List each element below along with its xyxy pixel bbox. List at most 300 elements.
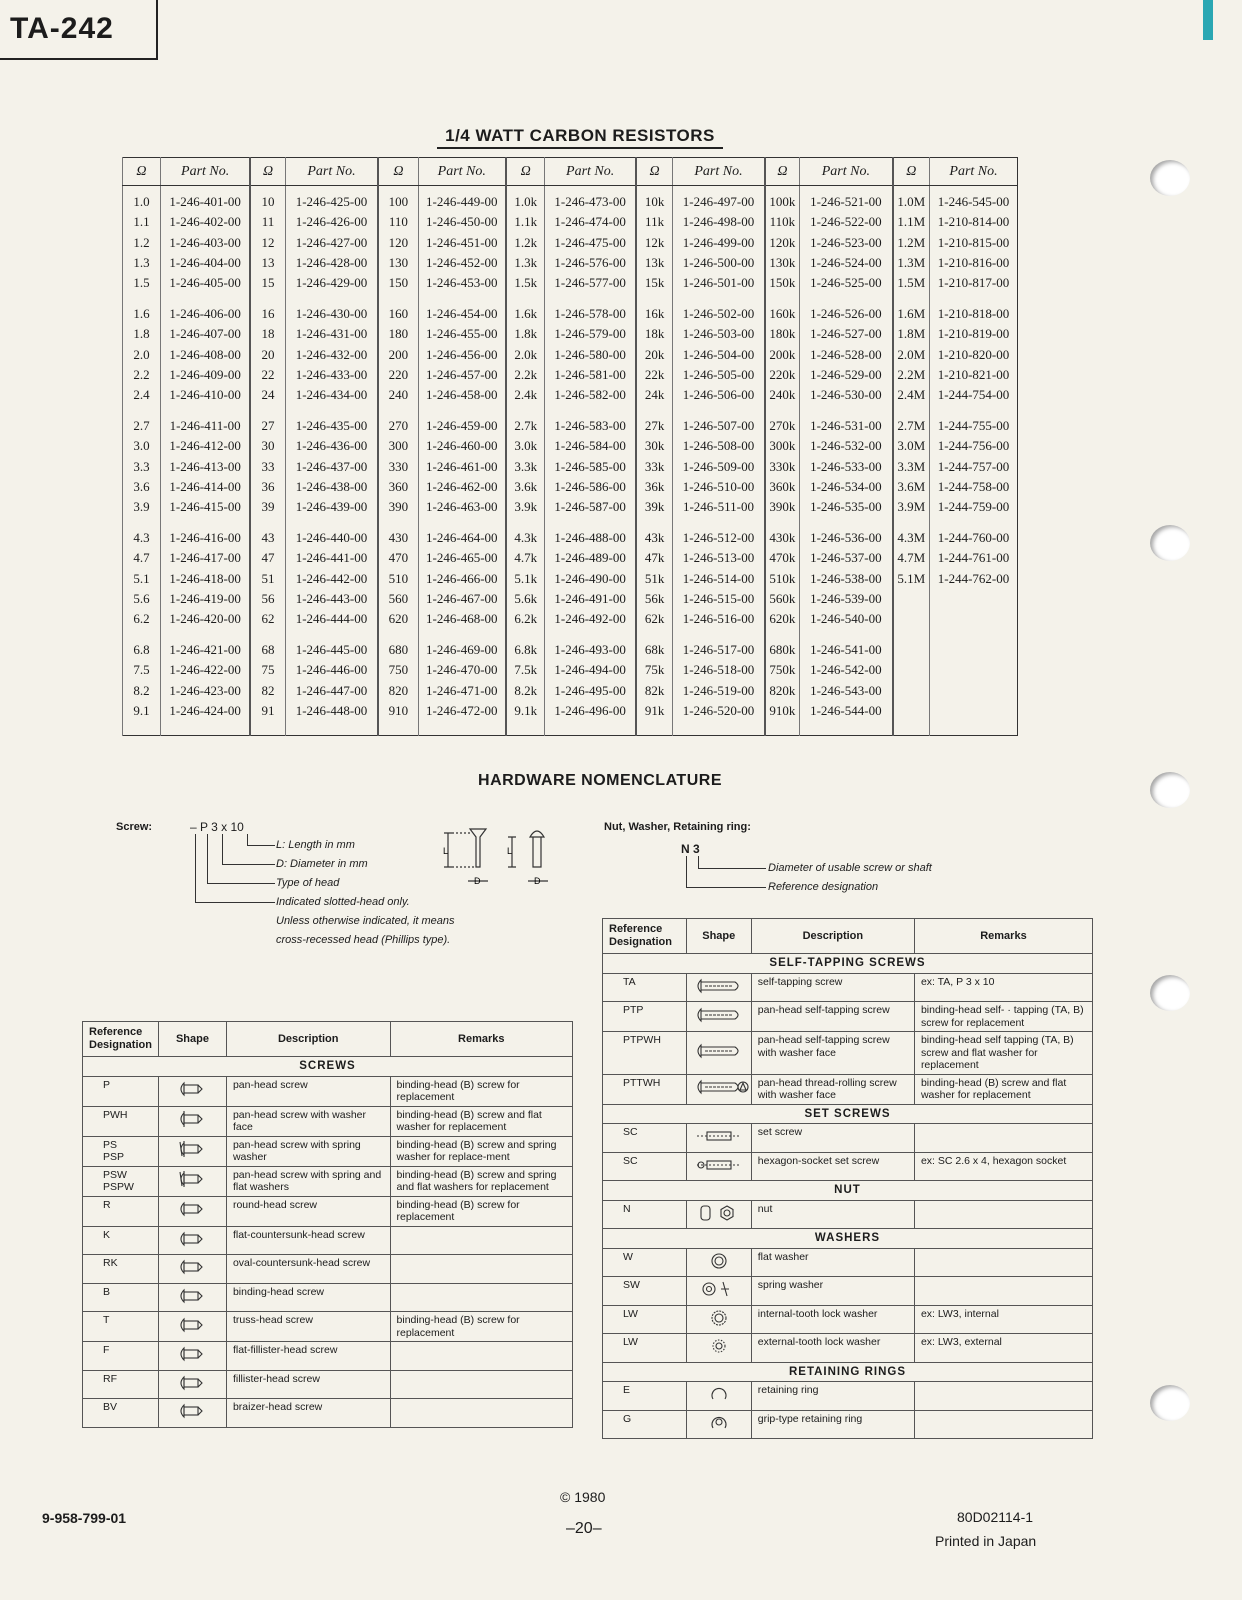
resistor-row [123, 701, 1018, 721]
part-number: 1-246-443-00 [285, 589, 378, 609]
resistance-value: 680 [378, 640, 418, 660]
resistance-value: 5.1k [506, 569, 545, 589]
spacer-cell [893, 405, 930, 416]
part-number: 1-246-434-00 [285, 385, 378, 405]
resistance-value: 270k [765, 416, 800, 436]
part-number: 1-246-458-00 [418, 385, 506, 405]
resistance-value: 3.0M [893, 436, 930, 456]
spacer-cell [123, 293, 161, 304]
description: external-tooth lock washer [751, 1334, 914, 1363]
part-number: 1-246-452-00 [418, 253, 506, 273]
remarks: binding-head self tapping (TA, B) screw and flat washer for replacement [914, 1032, 1092, 1075]
ohm-header: Ω [378, 158, 418, 186]
part-number: 1-246-508-00 [673, 436, 765, 456]
dim-d-label: D [534, 876, 541, 885]
part-number: 1-246-496-00 [545, 701, 636, 721]
spacer-cell [930, 629, 1018, 640]
part-number: 1-246-419-00 [160, 589, 250, 609]
resistance-value: 51 [250, 569, 285, 589]
spacer-cell [160, 293, 250, 304]
resistance-value: 1.1 [123, 212, 161, 232]
resistance-value [893, 609, 930, 629]
resistance-value: 22 [250, 365, 285, 385]
spacer-cell [418, 293, 506, 304]
part-number: 1-246-471-00 [418, 681, 506, 701]
resistor-row [123, 324, 1018, 344]
reference-designation: R [83, 1196, 159, 1226]
part-number: 1-246-413-00 [160, 457, 250, 477]
spacer-cell [673, 629, 765, 640]
part-number: 1-246-501-00 [673, 273, 765, 293]
resistance-value: 510 [378, 569, 418, 589]
reference-designation: RK [83, 1255, 159, 1284]
description: nut [751, 1200, 914, 1229]
remarks: binding-head (B) screw for replacement [390, 1196, 572, 1226]
part-number: 1-246-407-00 [160, 324, 250, 344]
part-number: 1-246-514-00 [673, 569, 765, 589]
resistance-value: 510k [765, 569, 800, 589]
remarks: binding-head self- · tapping (TA, B) screw for replacement [914, 1002, 1092, 1032]
flat-countersunk-screw-icon [162, 1240, 222, 1252]
doc-code: 80D02114-1 [957, 1509, 1034, 1525]
resistance-value: 560 [378, 589, 418, 609]
part-number: 1-246-446-00 [285, 660, 378, 680]
binder-hole [1150, 1385, 1190, 1421]
section-heading: WASHERS [603, 1229, 1093, 1249]
spacer-cell [378, 629, 418, 640]
part-number: 1-244-760-00 [930, 528, 1018, 548]
part-no-header: Part No. [930, 158, 1018, 186]
part-number: 1-246-429-00 [285, 273, 378, 293]
part-number: 1-246-408-00 [160, 345, 250, 365]
reference-designation: N [603, 1200, 687, 1229]
resistance-value: 560k [765, 589, 800, 609]
spacer-cell [673, 517, 765, 528]
part-number: 1-246-461-00 [418, 457, 506, 477]
reference-designation: PTPWH [603, 1032, 687, 1075]
part-number: 1-246-581-00 [545, 365, 636, 385]
spacer-cell [893, 629, 930, 640]
part-number: 1-210-815-00 [930, 233, 1018, 253]
remarks: ex: LW3, external [914, 1334, 1092, 1363]
resistance-value: 33k [636, 457, 673, 477]
remarks [390, 1283, 572, 1312]
spacer-cell [765, 629, 800, 640]
remarks: binding-head (B) screw and flat washer for replacement [390, 1106, 572, 1136]
part-number: 1-246-441-00 [285, 548, 378, 568]
resistance-value [893, 640, 930, 660]
shape-cell [686, 1410, 751, 1439]
part-number: 1-210-817-00 [930, 273, 1018, 293]
section-heading: NUT [603, 1181, 1093, 1201]
resistance-value: 1.2 [123, 233, 161, 253]
part-number: 1-246-531-00 [800, 416, 893, 436]
ohm-header: Ω [250, 158, 285, 186]
set-screw-icon [689, 1137, 749, 1149]
screw-example: – P 3 x 10 [190, 820, 244, 834]
resistor-row [123, 365, 1018, 385]
hardware-row [603, 1074, 1093, 1104]
resistance-value: 200k [765, 345, 800, 365]
resistance-value: 11 [250, 212, 285, 232]
part-number: 1-246-493-00 [545, 640, 636, 660]
hardware-row [603, 1124, 1093, 1153]
spacer-cell [800, 293, 893, 304]
resistance-value: 62k [636, 609, 673, 629]
binding-head-screw-icon [162, 1297, 222, 1309]
resistance-value: 150 [378, 273, 418, 293]
part-number: 1-246-469-00 [418, 640, 506, 660]
part-number: 1-246-402-00 [160, 212, 250, 232]
resistance-value: 5.6 [123, 589, 161, 609]
hardware-row [603, 1152, 1093, 1181]
part-number: 1-246-463-00 [418, 497, 506, 517]
resistance-value: 12 [250, 233, 285, 253]
part-number: 1-246-403-00 [160, 233, 250, 253]
resistor-row [123, 385, 1018, 405]
resistance-value: 3.3k [506, 457, 545, 477]
hardware-row [83, 1399, 573, 1428]
spacer-cell [418, 517, 506, 528]
resistance-value: 1.3 [123, 253, 161, 273]
part-number: 1-246-417-00 [160, 548, 250, 568]
spacer-cell [506, 405, 545, 416]
resistance-value: 3.6 [123, 477, 161, 497]
shape-cell [686, 1152, 751, 1181]
part-number: 1-246-533-00 [800, 457, 893, 477]
reference-designation: G [603, 1410, 687, 1439]
shape-cell [158, 1283, 226, 1312]
spacer-cell [636, 405, 673, 416]
part-number: 1-246-529-00 [800, 365, 893, 385]
resistance-value: 51k [636, 569, 673, 589]
shape-cell [686, 1200, 751, 1229]
resistor-row [123, 548, 1018, 568]
resistance-value: 110k [765, 212, 800, 232]
spacer-cell [893, 293, 930, 304]
part-number: 1-246-497-00 [673, 192, 765, 212]
spacer-cell [930, 721, 1018, 736]
spacer-cell [378, 405, 418, 416]
hardware-row [603, 1382, 1093, 1411]
part-number: 1-246-537-00 [800, 548, 893, 568]
resistance-value: 220k [765, 365, 800, 385]
spring-washer-screw-icon [162, 1150, 222, 1162]
part-number: 1-246-498-00 [673, 212, 765, 232]
part-number: 1-246-585-00 [545, 457, 636, 477]
part-number: 1-246-438-00 [285, 477, 378, 497]
screw-head-type-note: Type of head [276, 877, 340, 889]
spacer-cell [765, 721, 800, 736]
reference-designation: PSW PSPW [83, 1166, 159, 1196]
resistance-value: 820k [765, 681, 800, 701]
spacer-cell [285, 293, 378, 304]
nuts-washers-table [602, 918, 1093, 1439]
resistor-row [123, 457, 1018, 477]
remarks: ex: LW3, internal [914, 1305, 1092, 1334]
part-number: 1-246-586-00 [545, 477, 636, 497]
part-number: 1-246-544-00 [800, 701, 893, 721]
resistance-value: 820 [378, 681, 418, 701]
section-row [603, 1104, 1093, 1124]
resistance-value: 20 [250, 345, 285, 365]
section-row [603, 1229, 1093, 1249]
section-row [83, 1057, 573, 1077]
spacer-cell [765, 293, 800, 304]
hardware-row [83, 1342, 573, 1371]
resistance-value: 2.0 [123, 345, 161, 365]
part-number: 1-246-450-00 [418, 212, 506, 232]
resistance-value: 13 [250, 253, 285, 273]
dim-d-label: D [474, 876, 481, 885]
part-number: 1-246-582-00 [545, 385, 636, 405]
resistance-value: 2.7M [893, 416, 930, 436]
resistor-row [123, 345, 1018, 365]
pan-head-screw-icon [162, 1090, 222, 1102]
part-number: 1-246-418-00 [160, 569, 250, 589]
part-number: 1-246-534-00 [800, 477, 893, 497]
part-number: 1-246-451-00 [418, 233, 506, 253]
spacer-cell [250, 629, 285, 640]
dim-l-label: L [507, 846, 513, 856]
part-number [930, 640, 1018, 660]
resistance-value: 1.2M [893, 233, 930, 253]
header-description: Description [751, 919, 914, 954]
resistance-value: 360 [378, 477, 418, 497]
header-description: Description [226, 1022, 390, 1057]
remarks [390, 1342, 572, 1371]
part-no-header: Part No. [545, 158, 636, 186]
resistance-value: 82 [250, 681, 285, 701]
resistor-row [123, 609, 1018, 629]
part-number: 1-246-499-00 [673, 233, 765, 253]
remarks [914, 1248, 1092, 1277]
resistance-value: 2.7k [506, 416, 545, 436]
resistance-value: 7.5k [506, 660, 545, 680]
spacer-cell [506, 517, 545, 528]
spacer-cell [893, 721, 930, 736]
part-number: 1-246-510-00 [673, 477, 765, 497]
grip-retaining-ring-icon [689, 1424, 749, 1436]
part-number [930, 701, 1018, 721]
resistance-value: 4.7 [123, 548, 161, 568]
part-number [930, 609, 1018, 629]
part-number: 1-246-440-00 [285, 528, 378, 548]
screw-diameter-note: D: Diameter in mm [276, 858, 368, 870]
resistance-value: 1.2k [506, 233, 545, 253]
resistance-value: 120k [765, 233, 800, 253]
resistance-value: 180k [765, 324, 800, 344]
resistance-value: 1.5k [506, 273, 545, 293]
reference-designation: W [603, 1248, 687, 1277]
part-number: 1-246-532-00 [800, 436, 893, 456]
spacer-cell [765, 517, 800, 528]
part-number: 1-246-432-00 [285, 345, 378, 365]
spacer-cell [545, 405, 636, 416]
hardware-row [83, 1106, 573, 1136]
part-number: 1-210-816-00 [930, 253, 1018, 273]
reference-designation: SC [603, 1124, 687, 1153]
self-tapping-screw-icon [689, 987, 749, 999]
hardware-row [603, 1002, 1093, 1032]
part-number: 1-246-409-00 [160, 365, 250, 385]
screws-table [82, 1021, 573, 1428]
shape-cell [686, 1032, 751, 1075]
part-number: 1-210-821-00 [930, 365, 1018, 385]
part-number: 1-246-426-00 [285, 212, 378, 232]
resistance-value: 91 [250, 701, 285, 721]
external-tooth-lock-washer-icon [689, 1347, 749, 1359]
reference-designation: LW [603, 1305, 687, 1334]
description: set screw [751, 1124, 914, 1153]
hardware-title: HARDWARE NOMENCLATURE [478, 772, 722, 789]
reference-designation: BV [83, 1399, 159, 1428]
part-number: 1-246-502-00 [673, 304, 765, 324]
shape-cell [158, 1166, 226, 1196]
resistance-value: 5.6k [506, 589, 545, 609]
part-number: 1-246-504-00 [673, 345, 765, 365]
part-number: 1-246-541-00 [800, 640, 893, 660]
part-number: 1-246-415-00 [160, 497, 250, 517]
spacer-cell [800, 517, 893, 528]
resistance-value: 1.3k [506, 253, 545, 273]
remarks: binding-head (B) screw and flat washer for replacement [914, 1074, 1092, 1104]
part-number: 1-246-580-00 [545, 345, 636, 365]
spacer-cell [123, 517, 161, 528]
resistance-value: 750 [378, 660, 418, 680]
resistor-row [123, 192, 1018, 212]
description: pan-head screw with spring washer [226, 1136, 390, 1166]
shape-cell [686, 973, 751, 1002]
resistance-value: 620 [378, 609, 418, 629]
round-head-screw-icon [162, 1210, 222, 1222]
resistor-row [123, 660, 1018, 680]
resistance-value: 6.8k [506, 640, 545, 660]
nut-icon [689, 1214, 749, 1226]
resistance-value: 3.3M [893, 457, 930, 477]
resistance-value: 56k [636, 589, 673, 609]
part-number: 1-244-758-00 [930, 477, 1018, 497]
resistance-value: 91k [636, 701, 673, 721]
shape-cell [158, 1226, 226, 1255]
spacer-row [123, 405, 1018, 416]
part-number: 1-246-516-00 [673, 609, 765, 629]
part-number: 1-246-525-00 [800, 273, 893, 293]
part-number: 1-246-491-00 [545, 589, 636, 609]
spacer-row [123, 517, 1018, 528]
description: hexagon-socket set screw [751, 1152, 914, 1181]
resistance-value: 3.6M [893, 477, 930, 497]
shape-cell [158, 1196, 226, 1226]
description: pan-head screw with spring and flat washers [226, 1166, 390, 1196]
spacer-cell [800, 629, 893, 640]
shape-cell [158, 1076, 226, 1106]
remarks [390, 1226, 572, 1255]
part-number: 1-246-515-00 [673, 589, 765, 609]
part-number: 1-246-453-00 [418, 273, 506, 293]
description: internal-tooth lock washer [751, 1305, 914, 1334]
remarks [390, 1370, 572, 1399]
nut-diameter-note: Diameter of usable screw or shaft [768, 862, 932, 874]
spacer-cell [418, 629, 506, 640]
resistance-value: 300 [378, 436, 418, 456]
section-heading: RETAINING RINGS [603, 1362, 1093, 1382]
ohm-header: Ω [506, 158, 545, 186]
hardware-row [83, 1076, 573, 1106]
resistance-value: 4.3 [123, 528, 161, 548]
section-row [603, 1181, 1093, 1201]
shape-cell [686, 1002, 751, 1032]
shape-cell [158, 1342, 226, 1371]
spacer-cell [160, 517, 250, 528]
part-number: 1-246-494-00 [545, 660, 636, 680]
remarks [914, 1410, 1092, 1439]
section-heading: SET SCREWS [603, 1104, 1093, 1124]
part-number: 1-246-431-00 [285, 324, 378, 344]
resistance-value: 2.7 [123, 416, 161, 436]
part-number: 1-246-577-00 [545, 273, 636, 293]
part-number: 1-246-442-00 [285, 569, 378, 589]
part-number [930, 660, 1018, 680]
hardware-row [83, 1196, 573, 1226]
part-number: 1-244-757-00 [930, 457, 1018, 477]
part-number: 1-246-459-00 [418, 416, 506, 436]
dim-l-label: L [443, 846, 449, 856]
spacer-cell [285, 721, 378, 736]
resistance-value: 39 [250, 497, 285, 517]
resistance-value: 330k [765, 457, 800, 477]
description: retaining ring [751, 1382, 914, 1411]
description: oval-countersunk-head screw [226, 1255, 390, 1284]
resistance-value: 2.4k [506, 385, 545, 405]
nut-example: N 3 [681, 842, 700, 856]
resistance-value: 2.0k [506, 345, 545, 365]
part-number: 1-210-819-00 [930, 324, 1018, 344]
flat-fillister-screw-icon [162, 1355, 222, 1367]
resistance-value: 1.0k [506, 192, 545, 212]
section-heading: SELF-TAPPING SCREWS [603, 954, 1093, 974]
hardware-row [83, 1166, 573, 1196]
resistance-value: 4.7k [506, 548, 545, 568]
resistance-value: 22k [636, 365, 673, 385]
part-number: 1-246-506-00 [673, 385, 765, 405]
spacer-cell [930, 405, 1018, 416]
resistance-value: 75k [636, 660, 673, 680]
part-number: 1-246-512-00 [673, 528, 765, 548]
resistors-title [0, 126, 1160, 146]
resistance-value: 68 [250, 640, 285, 660]
reference-designation: F [83, 1342, 159, 1371]
resistance-value: 24 [250, 385, 285, 405]
spacer-cell [250, 405, 285, 416]
part-no-header: Part No. [418, 158, 506, 186]
part-number: 1-246-428-00 [285, 253, 378, 273]
resistor-row [123, 589, 1018, 609]
part-number: 1-246-545-00 [930, 192, 1018, 212]
shape-cell [686, 1074, 751, 1104]
resistance-value: 240 [378, 385, 418, 405]
part-number: 1-246-540-00 [800, 609, 893, 629]
resistance-value: 110 [378, 212, 418, 232]
part-number: 1-246-579-00 [545, 324, 636, 344]
description: truss-head screw [226, 1312, 390, 1342]
resistance-value: 36 [250, 477, 285, 497]
resistance-value: 130 [378, 253, 418, 273]
part-number: 1-246-411-00 [160, 416, 250, 436]
part-number: 1-246-587-00 [545, 497, 636, 517]
resistance-value: 1.8 [123, 324, 161, 344]
resistance-value: 2.2 [123, 365, 161, 385]
